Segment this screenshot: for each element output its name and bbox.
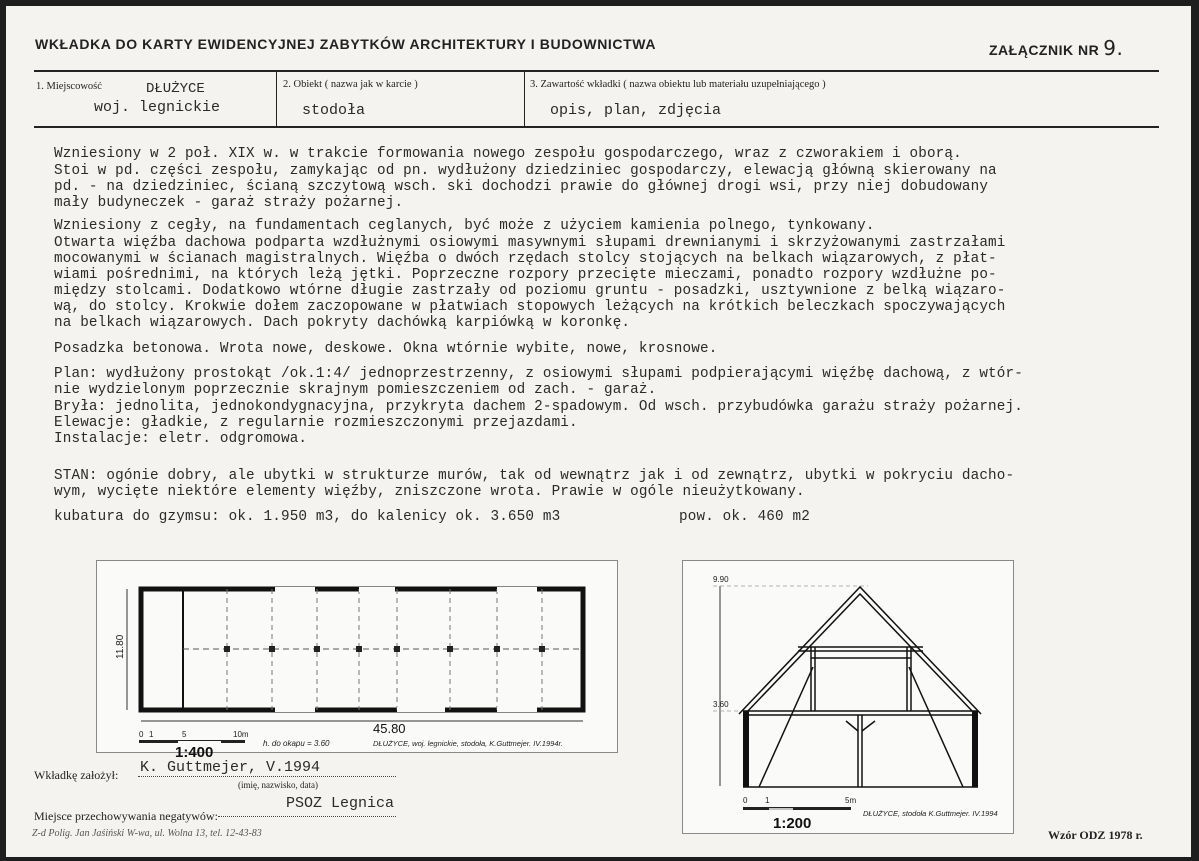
section-caption: DŁUŻYCE, stodoła K.Guttmejer. IV.1994 [863, 809, 998, 818]
section-right-wall [972, 711, 978, 787]
field-1-value-place: DŁUŻYCE [146, 81, 205, 97]
body-line-4: mały budyneczek - garaż straży pożarnej. [54, 195, 404, 211]
card-title: WKŁADKA DO KARTY EWIDENCYJNEJ ZABYTKÓW ARCHITEKTURY I BUDOWNICTWA [35, 36, 657, 52]
plan-svg [97, 561, 617, 761]
section-scale-label: 1:200 [773, 815, 812, 832]
field-3-value: opis, plan, zdjęcia [550, 102, 722, 119]
form-code: Wzór ODZ 1978 r. [1048, 828, 1143, 842]
attachment-number [989, 36, 1123, 60]
body-line-1: Wzniesiony w 2 poł. XIX w. w trakcie formowania nowego zespołu gospodarczego, wraz z czworakiem i oborą. [54, 146, 962, 162]
attachment-value: 9. [1103, 36, 1124, 60]
body-line-9: między stolcami. Dodatkowo wtórne długie zastrzały od poziomu gruntu - posadzki, usztywnione z belką wiązaro- [54, 283, 1006, 299]
body-line-14: nie wydzielonym poprzecznie skrajnym pomieszczeniem od zach. - garaż. [54, 382, 657, 398]
field-2-value: stodoła [302, 102, 366, 119]
section-scale-bar [743, 807, 851, 810]
body-line-19: wym, wycięte niektóre elementy więźby, zniszczone wrota. Prawie w ogóle nieużytkowany. [54, 484, 805, 500]
body-line-18: STAN: ogónie dobry, ale ubytki w strukturze murów, tak od wewnątrz jak i od zewnątrz, ubytki w pokryciu dacho- [54, 468, 1015, 484]
plan-scale-label: 1:400 [175, 744, 214, 761]
body-line-10: wą, do stolcy. Krokwie dołem zaczopowane w płatwiach stopowych leżących na krótkich beleczkach spoczywających [54, 299, 1006, 315]
body-line-17: Instalacje: eletr. odgromowa. [54, 431, 308, 447]
body-line-15: Bryła: jednolita, jednokondygnacyjna, przykryta dachem 2-spadowym. Od wsch. przybudówka garażu straży pożarnej. [54, 399, 1023, 415]
plan-scale-mark-0: 0 [139, 730, 144, 739]
section-drawing [682, 560, 1014, 834]
storage-dotted-line [218, 816, 396, 817]
section-eaves-height: 3.60 [713, 700, 729, 709]
section-truss [739, 587, 981, 787]
body-line-5: Wzniesiony z cegły, na fundamentach ceglanych, być może z użyciem kamienia polnego, tynkowany. [54, 218, 875, 234]
plan-eaves-note: h. do okapu = 3.60 [263, 739, 330, 748]
section-ridge-height: 9.90 [713, 575, 729, 584]
plan-drawing [96, 560, 618, 761]
body-line-11: na belkach wiązarowych. Dach pokryty dachówką karpiówką w koronkę. [54, 315, 631, 331]
body-line-20-volume: kubatura do gzymsu: ok. 1.950 m3, do kalenicy ok. 3.650 m3 [54, 509, 561, 525]
body-line-13: Plan: wydłużony prostokąt /ok.1:4/ jednoprzestrzenny, z osiowymi słupami podpierającymi więźbę dachową, z wtór- [54, 366, 1023, 382]
body-line-6: Otwarta więźba dachowa podparta wzdłużnymi osiowymi masywnymi słupami drewnianymi i skrzyżowanymi zastrzałami [54, 235, 1006, 251]
body-line-8: wiami pośrednimi, na których leżą jętki. Poprzeczne rozpory przecięte mieczami, ponadto rozpory wzdłużne po- [54, 267, 997, 283]
body-line-20-area: pow. ok. 460 m2 [679, 509, 810, 525]
field-1-label: 1. Miejscowość [36, 81, 102, 92]
field-divider-2 [524, 71, 525, 126]
plan-scale-mark-1: 1 [149, 730, 154, 739]
field-divider-1 [276, 71, 277, 126]
field-3-label: 3. Zawartość wkładki ( nazwa obiektu lub materiału uzupełniającego ) [530, 79, 826, 90]
section-svg [683, 561, 1013, 833]
plan-width-dimension: 11.80 [115, 634, 126, 659]
section-scale-mark-0: 0 [743, 796, 748, 805]
body-line-2: Stoi w pd. części zespołu, zamykając od pn. wydłużony dziedziniec gospodarczy, elewacją główną skierowany na [54, 163, 997, 179]
fields-rule [34, 126, 1159, 128]
attachment-label: ZAŁĄCZNIK NR [989, 42, 1100, 58]
author-label: Wkładkę założył: [34, 768, 119, 782]
author-value: K. Guttmejer, V.1994 [140, 759, 321, 776]
plan-scale-mark-5: 5 [182, 730, 187, 739]
plan-scale-mark-10m: 10m [233, 730, 249, 739]
storage-value: PSOZ Legnica [286, 795, 395, 812]
section-scale-mark-1: 1 [765, 796, 770, 805]
section-left-wall [743, 711, 749, 787]
author-dotted-line [138, 776, 396, 777]
inventory-card [6, 6, 1191, 857]
plan-length-dimension: 45.80 [373, 721, 406, 736]
body-line-7: mocowanymi w ścianach magistralnych. Więźba o dwóch rzędach stolcy stojących na belkach wiązarowych, z płat- [54, 251, 997, 267]
field-2-label: 2. Obiekt ( nazwa jak w karcie ) [283, 79, 418, 90]
header-rule [34, 70, 1159, 72]
storage-label: Miejsce przechowywania negatywów: [34, 809, 218, 823]
body-line-12: Posadzka betonowa. Wrota nowe, deskowe. Okna wtórnie wybite, nowe, krosnowe. [54, 341, 718, 357]
body-line-3: pd. - na dziedziniec, ścianą szczytową wsch. ski dochodzi prawie do głównej drogi wsi, przy niej dobudowany [54, 179, 989, 195]
section-scale-mark-5m: 5m [845, 796, 857, 805]
author-hint: (imię, nazwisko, data) [238, 780, 318, 790]
printer-info: Z-d Polig. Jan Jaśiński W-wa, ul. Wolna 13, tel. 12-43-83 [32, 828, 262, 839]
body-line-16: Elewacje: gładkie, z regularnie rozmieszczonymi przejazdami. [54, 415, 578, 431]
field-1-value-voivodeship: woj. legnickie [94, 99, 221, 116]
plan-caption: DŁUŻYCE, woj. legnickie, stodoła, K.Guttmejer. IV.1994r. [373, 739, 563, 748]
